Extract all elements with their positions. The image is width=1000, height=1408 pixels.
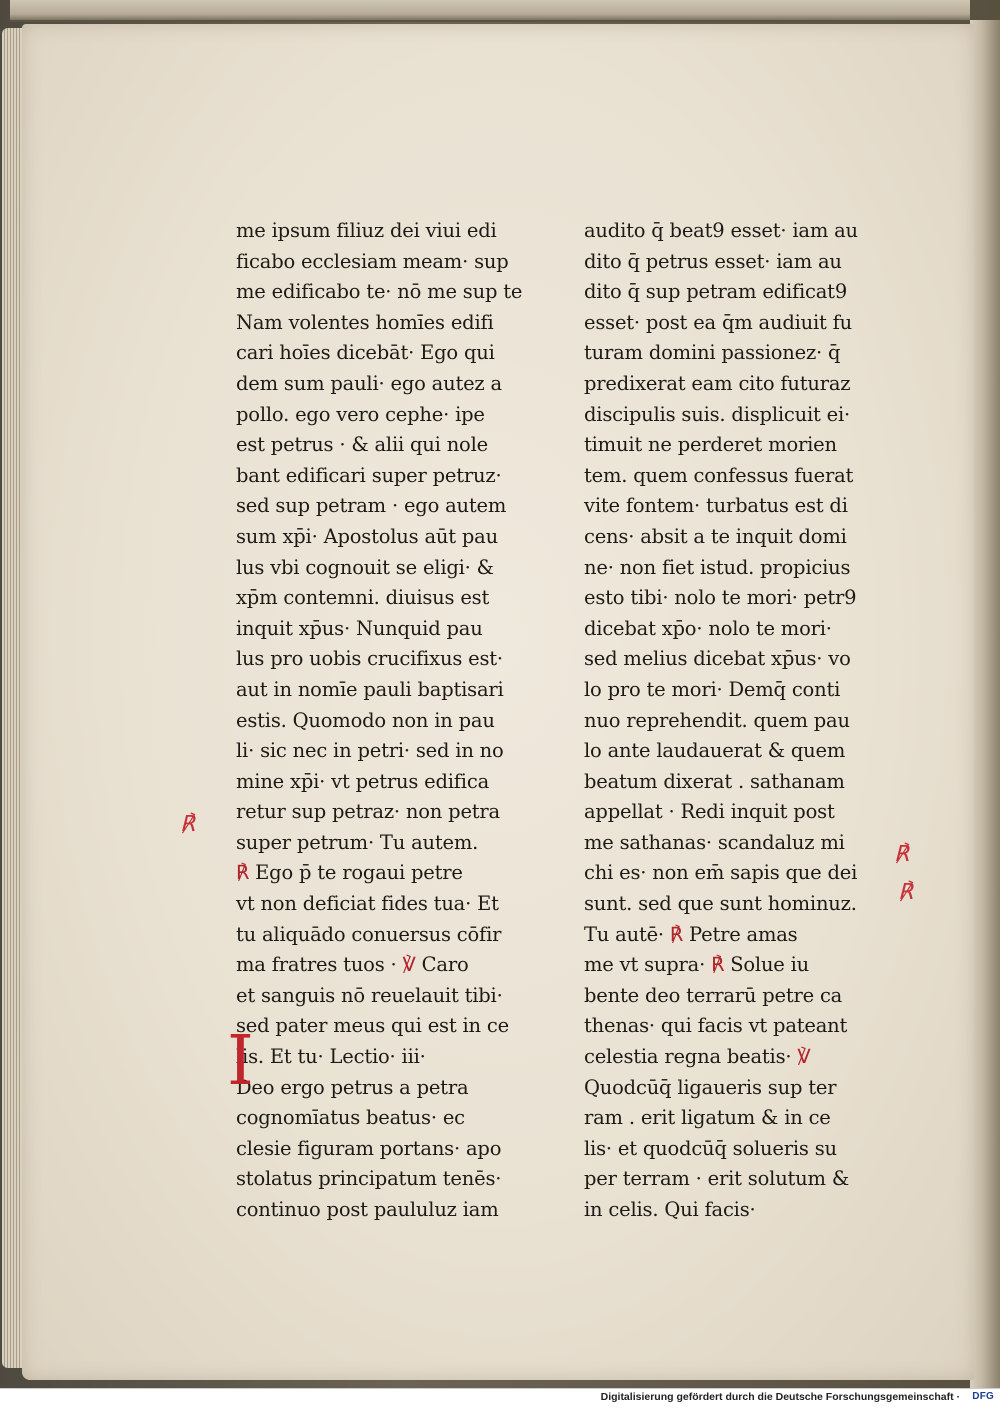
text-line: Nam volentes homīes edifi	[236, 310, 494, 334]
text-line: li· sic nec in petri· sed in no	[236, 739, 504, 763]
text-line: ma fratres tuos · ℣ Caro	[236, 953, 469, 977]
text-line: me vt supra· ℟ Solue iu	[584, 953, 810, 977]
text-line: dicebat xp̄o· nolo te mori·	[584, 616, 832, 640]
funding-notice: Digitalisierung gefördert durch die Deutsche Forschungsgemeinschaft ·	[600, 1391, 960, 1403]
text-line: audito q̄ beat9 esset· iam au	[584, 219, 858, 242]
previous-page-edge	[10, 0, 970, 22]
text-line: bant edificari super petruz·	[236, 463, 502, 487]
text-line: et sanguis nō reuelauit tibi·	[236, 983, 503, 1007]
text-line: in celis. Qui facis·	[584, 1198, 756, 1221]
text-line: estis. Quomodo non in pau	[236, 708, 495, 732]
text-line: tu aliquādo conuersus cōfir	[236, 922, 502, 946]
text-line: per terram · erit solutum &	[584, 1167, 849, 1191]
text-line: ne· non fiet istud. propicius	[584, 555, 851, 579]
right-text-column	[584, 216, 914, 1226]
text-line: Quodcūq̄ ligaueris sup ter	[584, 1075, 837, 1099]
text-line: ficabo ecclesiam meam· sup	[236, 249, 509, 273]
right-page-edge	[970, 20, 1000, 1388]
text-line: lis. Et tu· Lectio· iii·	[236, 1045, 426, 1069]
text-line: lo ante laudauerat & quem	[584, 739, 846, 763]
text-line: ℟ Ego p̄ te rogaui petre	[236, 861, 463, 885]
text-line: sum xp̄i· Apostolus aūt pau	[236, 524, 498, 548]
text-line: esset· post ea q̄m audiuit fu	[584, 310, 853, 334]
red-initial-letter: I	[227, 1022, 254, 1101]
text-line: cens· absit a te inquit domi	[584, 524, 847, 548]
text-line: nuo reprehendit. quem pau	[584, 708, 850, 732]
text-line: ram . erit ligatum & in ce	[584, 1106, 831, 1130]
text-line: est petrus · & alii qui nole	[236, 433, 488, 457]
text-line: clesie figuram portans· apo	[236, 1136, 502, 1160]
margin-response-mark: ℟	[898, 880, 914, 905]
text-line: vt non deficiat fides tua· Et	[236, 892, 499, 916]
text-line: bente deo terrarū petre ca	[584, 983, 843, 1007]
margin-response-mark: ℟	[180, 812, 196, 837]
text-line: celestia regna beatis· ℣	[584, 1045, 811, 1069]
text-line: lus pro uobis crucifixus est·	[236, 647, 503, 671]
text-line: me edificabo te· nō me sup te	[236, 280, 523, 304]
text-line: esto tibi· nolo te mori· petr9	[584, 586, 857, 610]
text-line: retur sup petraz· non petra	[236, 800, 500, 824]
text-line: sed sup petram · ego autem	[236, 494, 507, 518]
text-line: vite fontem· turbatus est di	[584, 494, 848, 518]
text-line: dito q̄ sup petram edificat9	[584, 280, 848, 304]
text-line: thenas· qui facis vt pateant	[584, 1014, 848, 1038]
left-text-column	[236, 216, 556, 1226]
text-line: pollo. ego vero cephe· ipe	[236, 402, 485, 426]
text-line: inquit xp̄us· Nunquid pau	[236, 616, 483, 640]
dfg-logo[interactable]: DFG	[972, 1391, 994, 1402]
text-line: timuit ne perderet morien	[584, 433, 837, 457]
text-line: sunt. sed que sunt hominuz.	[584, 892, 857, 916]
text-line: stolatus principatum tenēs·	[236, 1167, 502, 1191]
text-line: cognomīatus beatus· ec	[236, 1106, 465, 1130]
text-line: xp̄m contemni. diuisus est	[236, 586, 490, 610]
text-line: lis· et quodcūq̄ solueris su	[584, 1136, 837, 1160]
text-line: chi es· non em̄ sapis que dei	[584, 861, 858, 885]
text-line: super petrum· Tu autem.	[236, 830, 479, 854]
text-line: predixerat eam cito futuraz	[584, 371, 851, 395]
footer-bar	[0, 1388, 1000, 1408]
text-line: sed pater meus qui est in ce	[236, 1014, 509, 1038]
text-line: me ipsum filiuz dei viui edi	[236, 219, 497, 242]
text-line: dem sum pauli· ego autez a	[236, 371, 502, 395]
stacked-page-edges	[2, 28, 24, 1368]
text-line: continuo post paululuz iam	[236, 1198, 499, 1221]
text-line: lo pro te mori· Demq̄ conti	[584, 677, 841, 701]
text-line: appellat · Redi inquit post	[584, 800, 835, 824]
text-line: tem. quem confessus fuerat	[584, 463, 854, 487]
text-line: lus vbi cognouit se eligi· &	[236, 555, 494, 579]
text-line: Deo ergo petrus a petra	[236, 1075, 469, 1099]
text-line: turam domini passionez· q̄	[584, 341, 841, 365]
text-line: discipulis suis. displicuit ei·	[584, 402, 851, 426]
text-line: dito q̄ petrus esset· iam au	[584, 249, 842, 273]
text-line: sed melius dicebat xp̄us· vo	[584, 647, 851, 671]
margin-response-mark: ℟	[894, 842, 910, 867]
text-line: Tu autē· ℟ Petre amas	[584, 922, 798, 946]
text-line: me sathanas· scandaluz mi	[584, 830, 845, 854]
text-line: beatum dixerat . sathanam	[584, 769, 845, 793]
text-line: mine xp̄i· vt petrus edifica	[236, 769, 489, 793]
text-line: aut in nomīe pauli baptisari	[236, 677, 504, 701]
book-page	[22, 24, 974, 1380]
text-line: cari hoīes dicebāt· Ego qui	[236, 341, 495, 365]
